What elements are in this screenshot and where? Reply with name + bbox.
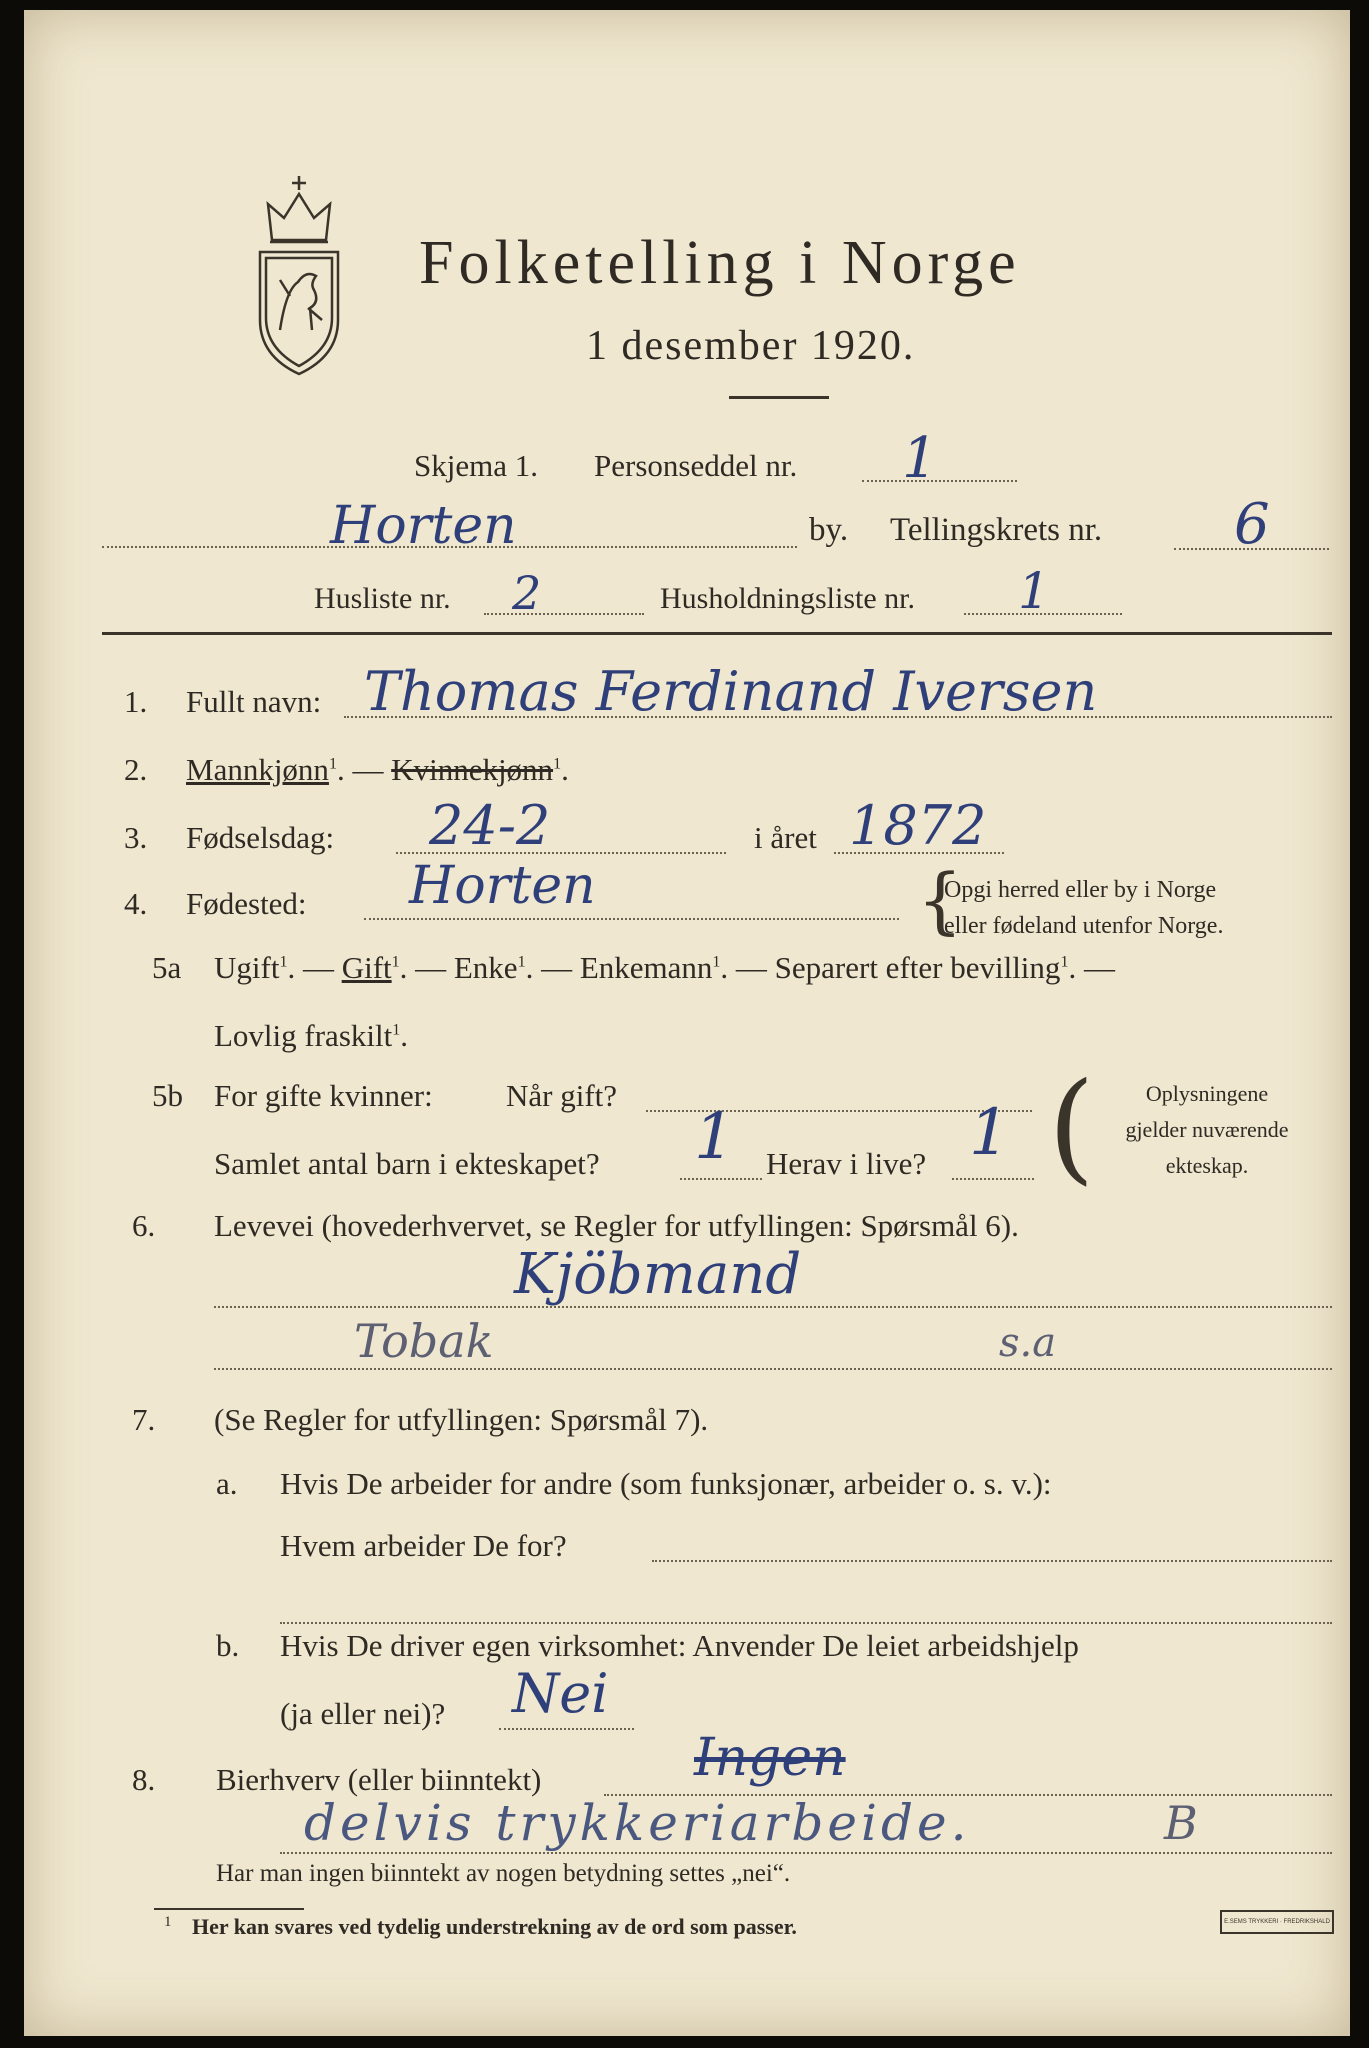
side-income-line-2	[280, 1852, 1332, 1854]
q7-number: 7.	[132, 1402, 156, 1437]
footnote-text: Her kan svares ved tydelig understrekning av de ord som passer.	[192, 1914, 797, 1939]
personseddel-value[interactable]: 1	[902, 426, 938, 491]
option-gift[interactable]: Gift	[341, 950, 392, 985]
footnote-divider	[154, 1908, 304, 1910]
side-income-code-mark: B	[1164, 1796, 1198, 1850]
side-income-value[interactable]: delvis trykkeriarbeide.	[304, 1794, 971, 1852]
herav-value[interactable]: 1	[969, 1096, 1010, 1170]
q4-note-brace: {	[917, 858, 963, 942]
marital-status-options: Ugift$^1$. — Gift$^1$. — Enke$^1$. — Enkemann$^1$. — Separert efter bevilling$^1$. —	[214, 950, 1115, 985]
husliste-label: Husliste nr.	[314, 582, 451, 615]
q5b-number: 5b	[152, 1078, 183, 1113]
birthday-value[interactable]: 24-2	[429, 794, 551, 857]
by-label: by.	[809, 512, 849, 548]
town-value[interactable]: Horten	[330, 496, 517, 556]
q7b-question: (ja eller nei)?	[280, 1696, 446, 1731]
occupation-value-2[interactable]: Tobak	[354, 1314, 494, 1368]
husholdning-value[interactable]: 1	[1018, 562, 1050, 620]
q5b-note-line3: ekteskap.	[1165, 1153, 1249, 1178]
q5b-note-line1: Oplysningene	[1145, 1081, 1269, 1106]
option-enke[interactable]: Enke	[453, 950, 518, 985]
skjema-label: Skjema 1.	[414, 448, 538, 483]
herav-label: Herav i live?	[766, 1146, 927, 1181]
q3-number: 3.	[124, 820, 148, 855]
q7-label: (Se Regler for utfyllingen: Spørsmål 7).	[214, 1402, 709, 1437]
section-divider	[102, 632, 1332, 635]
q4-note-line1: Opgi herred eller by i Norge	[944, 877, 1217, 903]
occupation-code-mark: s.a	[999, 1320, 1057, 1366]
q8-label: Bierhverv (eller biinntekt)	[216, 1762, 542, 1797]
tellingskrets-value[interactable]: 6	[1234, 492, 1270, 557]
herav-line	[952, 1178, 1034, 1180]
birthplace-line	[364, 918, 899, 920]
option-separert[interactable]: Separert efter bevilling	[774, 950, 1061, 985]
occupation-line-2	[214, 1368, 1332, 1370]
gender-options: Mannkjønn$^1$. — Kvinnekjønn$^1$.	[186, 752, 569, 787]
norwegian-coat-of-arms-icon	[250, 170, 348, 380]
occupation-value-1[interactable]: Kjöbmand	[514, 1242, 802, 1307]
samlet-value[interactable]: 1	[694, 1100, 735, 1174]
hired-help-line	[499, 1728, 634, 1730]
q7a-text: Hvis De arbeider for andre (som funksjonær, arbeider o. s. v.):	[280, 1466, 1052, 1501]
husliste-line	[484, 613, 644, 615]
year-label: i året	[754, 820, 817, 855]
q4-note	[944, 872, 1223, 944]
birth-year-value[interactable]: 1872	[849, 794, 987, 857]
q5a-number: 5a	[152, 950, 182, 985]
employer-line-2[interactable]	[280, 1622, 1332, 1624]
employer-line-1[interactable]	[652, 1560, 1332, 1562]
q3-label: Fødselsdag:	[186, 820, 335, 855]
q4-note-line2: eller fødeland utenfor Norge.	[944, 913, 1224, 939]
form-title: Folketelling i Norge	[419, 229, 1021, 297]
personseddel-line	[862, 480, 1017, 482]
samlet-line	[680, 1178, 762, 1180]
census-form-page	[24, 10, 1350, 2036]
printer-stamp: E.SEMS TRYKKERI · FREDRIKSHALD	[1220, 1910, 1334, 1934]
side-income-struck-value[interactable]: Ingen	[694, 1728, 846, 1788]
option-kvinnekjonn[interactable]: Kvinnekjønn	[391, 752, 554, 787]
husliste-value[interactable]: 2	[512, 566, 542, 620]
option-enkemann[interactable]: Enkemann	[579, 950, 713, 985]
q8-note: Har man ingen biinntekt av nogen betydning settes „nei“.	[216, 1860, 791, 1887]
q2-number: 2.	[124, 752, 148, 787]
q8-number: 8.	[132, 1762, 156, 1797]
tellingskrets-label: Tellingskrets nr.	[890, 512, 1103, 548]
q1-label: Fullt navn:	[186, 684, 322, 719]
q1-number: 1.	[124, 684, 148, 719]
q5b-label: For gifte kvinner:	[214, 1078, 433, 1113]
q4-number: 4.	[124, 886, 148, 921]
option-ugift[interactable]: Ugift	[214, 950, 280, 985]
option-lovlig-fraskilt[interactable]: Lovlig fraskilt	[214, 1018, 393, 1053]
title-divider	[729, 396, 829, 399]
q7b-number: b.	[216, 1628, 240, 1663]
q6-label: Levevei (hovederhvervet, se Regler for utfyllingen: Spørsmål 6).	[214, 1208, 1019, 1243]
naar-gift-label: Når gift?	[506, 1078, 618, 1113]
q7b-text: Hvis De driver egen virksomhet: Anvender De leiet arbeidshjelp	[280, 1628, 1079, 1663]
personseddel-label: Personseddel nr.	[594, 448, 798, 483]
footnote-mark: 1	[164, 1914, 172, 1930]
q5b-note-line2: gjelder nuværende	[1125, 1117, 1289, 1142]
q6-number: 6.	[132, 1208, 156, 1243]
q5b-note	[1072, 1076, 1342, 1184]
hired-help-value[interactable]: Nei	[512, 1662, 609, 1725]
full-name-value[interactable]: Thomas Ferdinand Iversen	[364, 660, 1098, 723]
option-mannkjonn[interactable]: Mannkjønn	[186, 752, 329, 787]
husholdning-label: Husholdningsliste nr.	[660, 582, 916, 615]
q7a-number: a.	[216, 1466, 238, 1501]
q7a-question: Hvem arbeider De for?	[280, 1528, 567, 1563]
form-date: 1 desember 1920.	[586, 323, 916, 369]
birthplace-value[interactable]: Horten	[409, 856, 596, 916]
q5b-note-brace: (	[1048, 1058, 1095, 1197]
marital-status-options-line2: Lovlig fraskilt$^1$.	[214, 1018, 408, 1053]
q4-label: Fødested:	[186, 886, 307, 921]
samlet-label: Samlet antal barn i ekteskapet?	[214, 1146, 600, 1181]
